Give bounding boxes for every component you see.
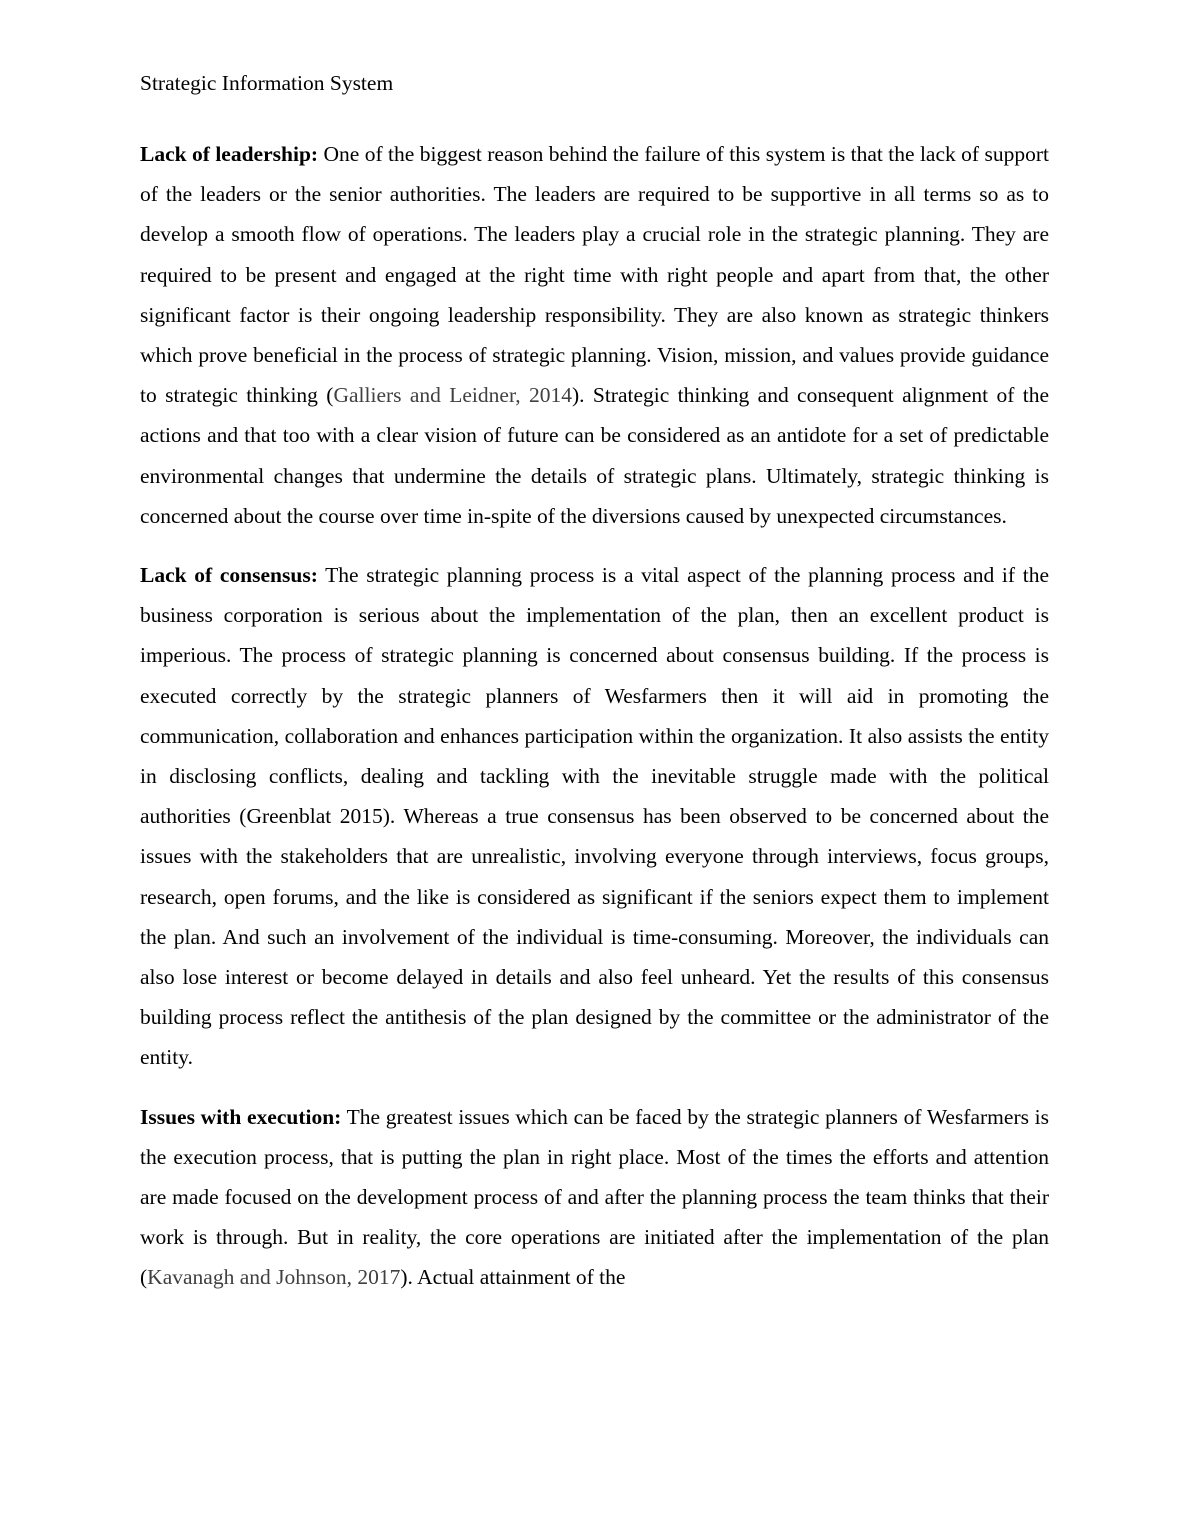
paragraph-text: ). Actual attainment of the: [400, 1265, 626, 1290]
citation: Kavanagh and Johnson, 2017: [147, 1265, 401, 1290]
paragraph-text: The strategic planning process is a vital aspect of the planning process and if the business corporation is serious about the implementation of the plan, then an excellent product is imperious. The process of strategic planning is concerned about consensus building. If the process is executed correctly by the strategic planners of Wesfarmers then it will aid in promoting the communication, collaboration and enhances participation within the organization. It also assists the entity in disclosing conflicts, dealing and tackling with the inevitable struggle made with the political authorities (Greenblat 2015). Whereas a true consensus has been observed to be concerned about the issues with the stakeholders that are unrealistic, involving everyone through interviews, focus groups, research, open forums, and the like is considered as significant if the seniors expect them to implement the plan. And such an involvement of the individual is time-consuming. Moreover, the individuals can also lose interest or become delayed in details and also feel unheard. Yet the results of this consensus building process reflect the antithesis of the plan designed by the committee or the administrator of the entity.: [140, 563, 1049, 1070]
paragraph-heading: Lack of leadership:: [140, 142, 319, 166]
paragraph-heading: Issues with execution:: [140, 1104, 342, 1129]
paragraph-lack-of-leadership: [140, 134, 1049, 536]
running-header: Strategic Information System: [140, 71, 394, 95]
paragraph-text: One of the biggest reason behind the failure of this system is that the lack of support of the leaders or the senior authorities. The leaders are required to be supportive in all terms so as to develop a smooth flow of operations. The leaders play a crucial role in the strategic planning. They are required to be present and engaged at the right time with right people and apart from that, the other significant factor is their ongoing leadership responsibility. They are also known as strategic thinkers which prove beneficial in the process of strategic planning. Vision, mission, and values provide guidance to strategic thinking (: [140, 142, 1049, 408]
citation: Galliers and Leidner, 2014: [333, 383, 572, 408]
paragraph-issues-with-execution: [140, 1097, 1049, 1298]
paragraph-heading: Lack of consensus:: [140, 563, 318, 588]
document-body: [140, 134, 1049, 1317]
paragraph-text: ). Strategic thinking and consequent alignment of the actions and that too with a clear vision of future can be considered as an antidote for a set of predictable environmental changes that undermine the details of strategic plans. Ultimately, strategic thinking is concerned about the course over time in-spite of the diversions caused by unexpected circumstances.: [140, 383, 1049, 528]
paragraph-text: The greatest issues which can be faced by the strategic planners of Wesfarmers is the execution process, that is putting the plan in right place. Most of the times the efforts and attention are made focused on the development process of and after the planning process the team thinks that their work is through. But in reality, the core operations are initiated after the implementation of the plan (: [140, 1104, 1050, 1290]
paragraph-lack-of-consensus: [140, 555, 1049, 1078]
